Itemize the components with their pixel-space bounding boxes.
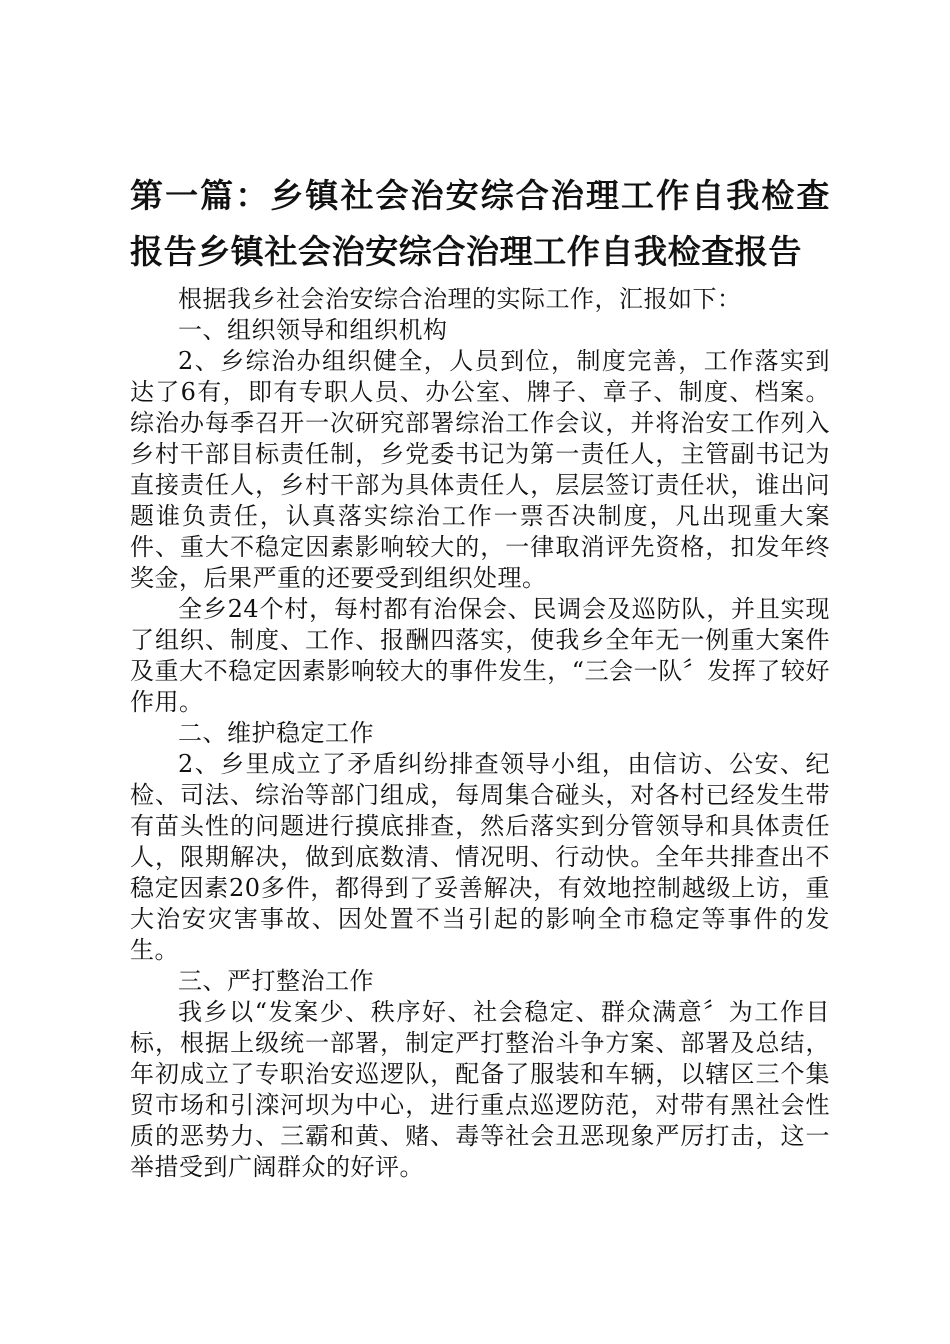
intro-paragraph: 根据我乡社会治安综合治理的实际工作，汇报如下： bbox=[178, 285, 742, 313]
section-heading-2: 二、维护稳定工作 bbox=[178, 719, 374, 747]
document-body bbox=[130, 284, 830, 1183]
body-paragraph: 2、乡里成立了矛盾纠纷排查领导小组，由信访、公安、纪检、司法、综治等部门组成，每周集合碰头，对各村已经发生带有苗头性的问题进行摸底排查，然后落实到分管领导和具体责任人，限期解决，做到底数清、情况明、行动快。全年共排查出不稳定因素20多件，都得到了妥善解决，有效地控制越级上访，重大治安灾害事故、因处置不当引起的影响全市稳定等事件的发生。 bbox=[130, 750, 830, 964]
section-heading-1: 一、组织领导和组织机构 bbox=[178, 316, 448, 344]
body-paragraph: 全乡24个村，每村都有治保会、民调会及巡防队，并且实现了组织、制度、工作、报酬四落实，使我乡全年无一例重大案件及重大不稳定因素影响较大的事件发生，“三会一队〞发挥了较好作用。 bbox=[130, 595, 830, 716]
document-title: 第一篇：乡镇社会治安综合治理工作自我检查报告乡镇社会治安综合治理工作自我检查报告 bbox=[130, 176, 830, 271]
body-paragraph: 我乡以“发案少、秩序好、社会稳定、群众满意〞为工作目标，根据上级统一部署，制定严打整治斗争方案、部署及总结，年初成立了专职治安巡逻队，配备了服装和车辆，以辖区三个集贸市场和引滦河坝为中心，进行重点巡逻防范，对带有黑社会性质的恶势力、三霸和黄、赌、毒等社会丑恶现象严厉打击，这一举措受到广阔群众的好评。 bbox=[130, 998, 830, 1181]
body-paragraph: 2、乡综治办组织健全，人员到位，制度完善，工作落实到达了6有，即有专职人员、办公室、牌子、章子、制度、档案。综治办每季召开一次研究部署综治工作会议，并将治安工作列入乡村干部目标责任制，乡党委书记为第一责任人，主管副书记为直接责任人，乡村干部为具体责任人，层层签订责任状，谁出问题谁负责任，认真落实综治工作一票否决制度，凡出现重大案件、重大不稳定因素影响较大的，一律取消评先资格，扣发年终奖金，后果严重的还要受到组织处理。 bbox=[130, 347, 830, 592]
document-page bbox=[130, 168, 830, 1183]
section-heading-3: 三、严打整治工作 bbox=[178, 967, 374, 995]
